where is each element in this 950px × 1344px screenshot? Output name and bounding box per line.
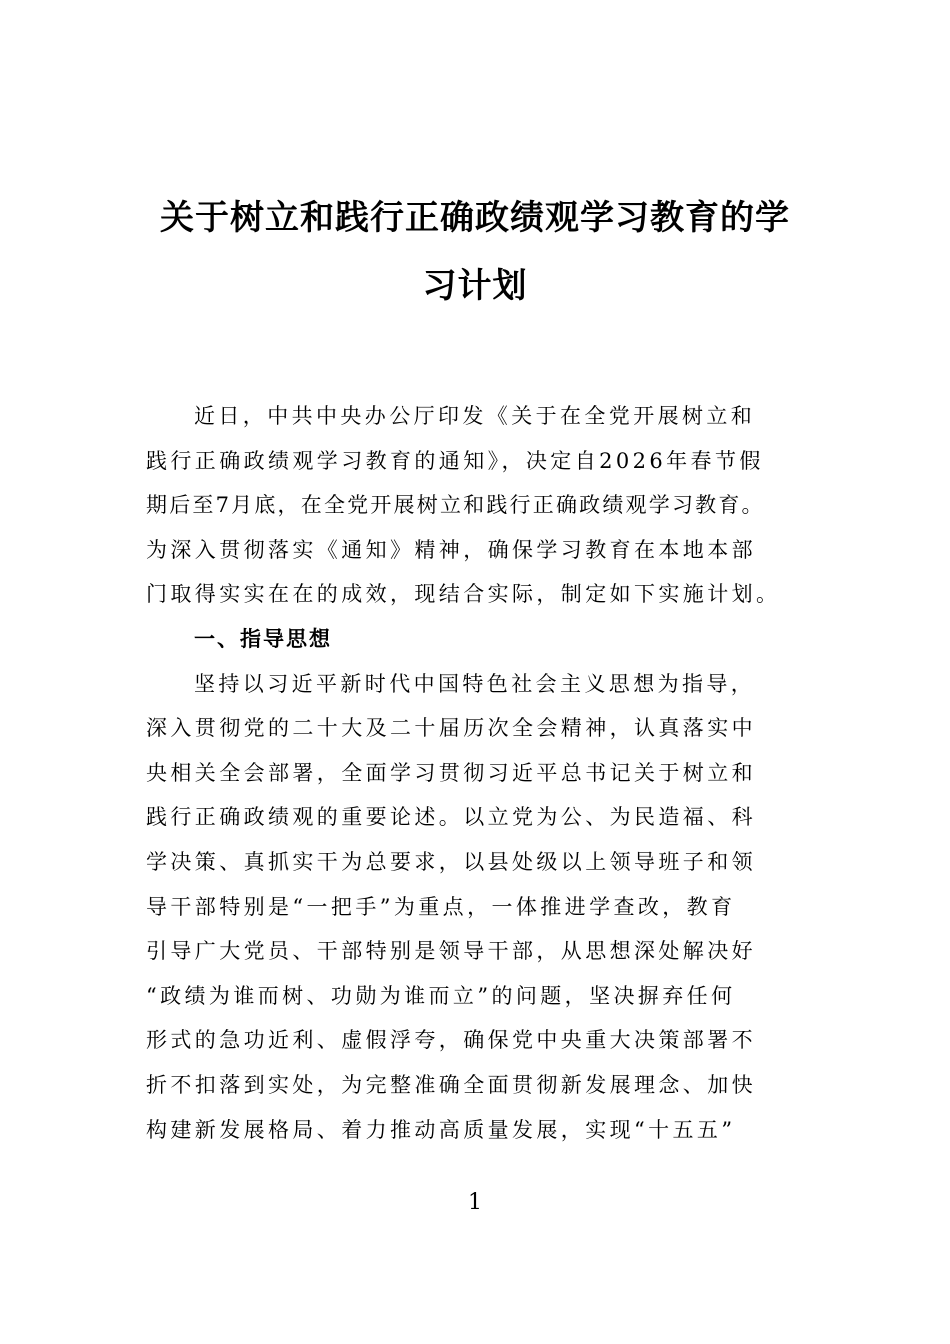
document-body: [146, 394, 812, 1152]
intro-paragraph-line: 期后至7月底，在全党开展树立和践行正确政绩观学习教育。: [146, 493, 765, 518]
section-heading: 一、指导思想: [194, 626, 332, 651]
section-paragraph-line: “政绩为谁而树、功勋为谁而立”的问题，坚决摒弃任何: [146, 983, 736, 1008]
section-paragraph-line: 深入贯彻党的二十大及二十届历次全会精神，认真落实中: [146, 716, 756, 741]
document-title-line-1: 关于树立和践行正确政绩观学习教育的学: [160, 198, 790, 238]
document-title-line-2: 习计划: [422, 266, 528, 306]
intro-paragraph-line: 门取得实实在在的成效，现结合实际，制定如下实施计划。: [146, 582, 781, 607]
section-paragraph-line: 学决策、真抓实干为总要求，以县处级以上领导班子和领: [146, 849, 756, 874]
section-paragraph-line: 导干部特别是“一把手”为重点，一体推进学查改，教育: [146, 894, 736, 919]
section-paragraph-line: 构建新发展格局、着力推动高质量发展，实现“十五五”: [146, 1117, 736, 1142]
section-paragraph-line: 形式的急功近利、虚假浮夸，确保党中央重大决策部署不: [146, 1028, 756, 1053]
section-paragraph-line: 践行正确政绩观的重要论述。以立党为公、为民造福、科: [146, 805, 756, 830]
intro-paragraph-line: 践行正确政绩观学习教育的通知》，决定自2026年春节假: [146, 448, 764, 473]
page-number: 1: [468, 1190, 482, 1215]
intro-paragraph-line: 近日，中共中央办公厅印发《关于在全党开展树立和: [194, 404, 756, 428]
intro-paragraph-line: 为深入贯彻落实《通知》精神，确保学习教育在本地本部: [146, 537, 756, 562]
section-paragraph-line: 引导广大党员、干部特别是领导干部，从思想深处解决好: [146, 939, 756, 964]
section-paragraph-line: 折不扣落到实处，为完整准确全面贯彻新发展理念、加快: [146, 1072, 756, 1097]
section-paragraph-line: 坚持以习近平新时代中国特色社会主义思想为指导，: [194, 671, 756, 696]
section-paragraph-line: 央相关全会部署，全面学习贯彻习近平总书记关于树立和: [146, 760, 756, 785]
